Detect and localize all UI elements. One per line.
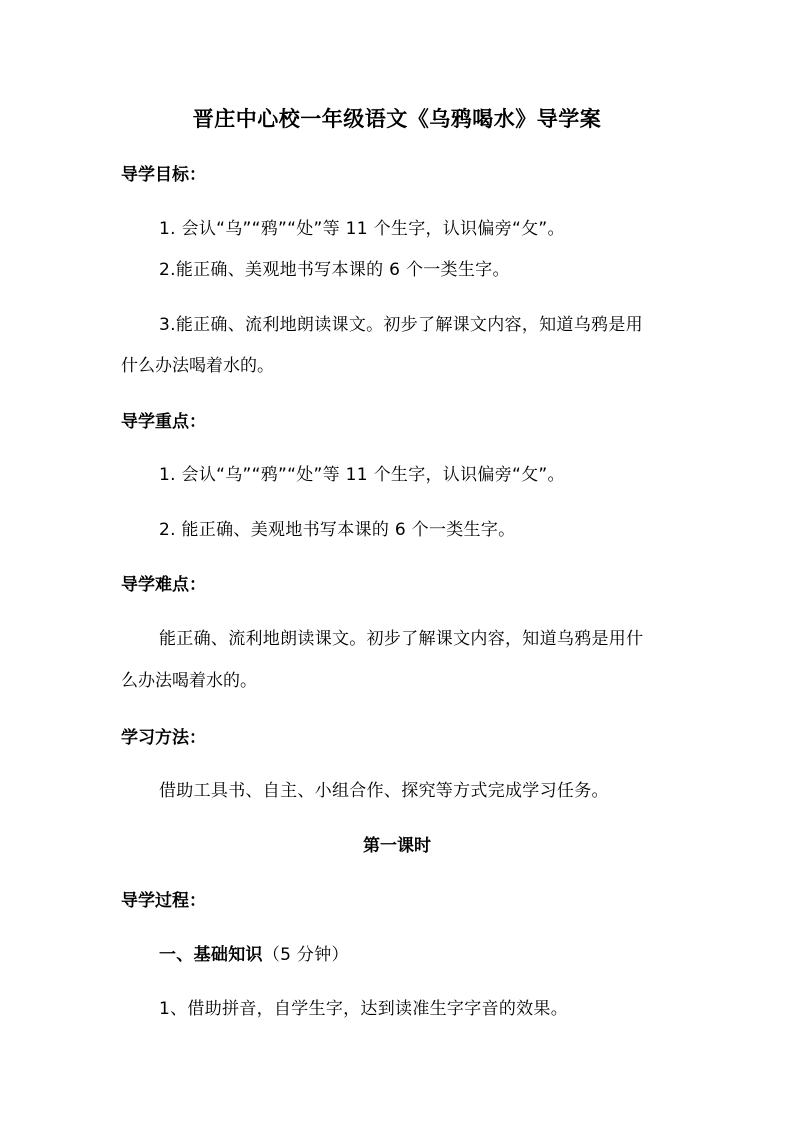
- goals-item-3-line-1: 3.能正确、流利地朗读课文。初步了解课文内容，知道乌鸦是用: [159, 315, 643, 335]
- difficulties-line-2: 么办法喝着水的。: [121, 671, 257, 691]
- section-1-heading: [159, 943, 349, 967]
- key-points-item-2: 2. 能正确、美观地书写本课的 6 个一类生字。: [159, 520, 516, 540]
- section-1-title: 一、基础知识: [159, 945, 263, 965]
- key-points-heading: 导学重点：: [121, 412, 206, 432]
- key-points-item-1: 1. 会认“乌”“鸦”“处”等 11 个生字，认识偏旁“攵”。: [159, 465, 565, 485]
- goals-item-1: 1. 会认“乌”“鸦”“处”等 11 个生字，认识偏旁“攵”。: [159, 219, 565, 239]
- section-1-item-1: 1、借助拼音，自学生字，达到读准生字字音的效果。: [159, 999, 569, 1019]
- difficulties-line-1: 能正确、流利地朗读课文。初步了解课文内容，知道乌鸦是用什: [159, 629, 644, 649]
- lesson-label: 第一课时: [363, 836, 431, 856]
- document-title: 晋庄中心校一年级语文《乌鸦喝水》导学案: [192, 107, 602, 131]
- goals-item-3-line-2: 什么办法喝着水的。: [121, 356, 274, 376]
- methods-heading: 学习方法：: [121, 728, 206, 748]
- goals-item-2: 2.能正确、美观地书写本课的 6 个一类生字。: [159, 260, 510, 280]
- difficulties-heading: 导学难点：: [121, 575, 206, 595]
- process-heading: 导学过程：: [121, 891, 206, 911]
- section-1-time: （5 分钟）: [262, 945, 349, 965]
- goals-heading: 导学目标：: [121, 165, 206, 185]
- methods-text: 借助工具书、自主、小组合作、探究等方式完成学习任务。: [159, 781, 609, 801]
